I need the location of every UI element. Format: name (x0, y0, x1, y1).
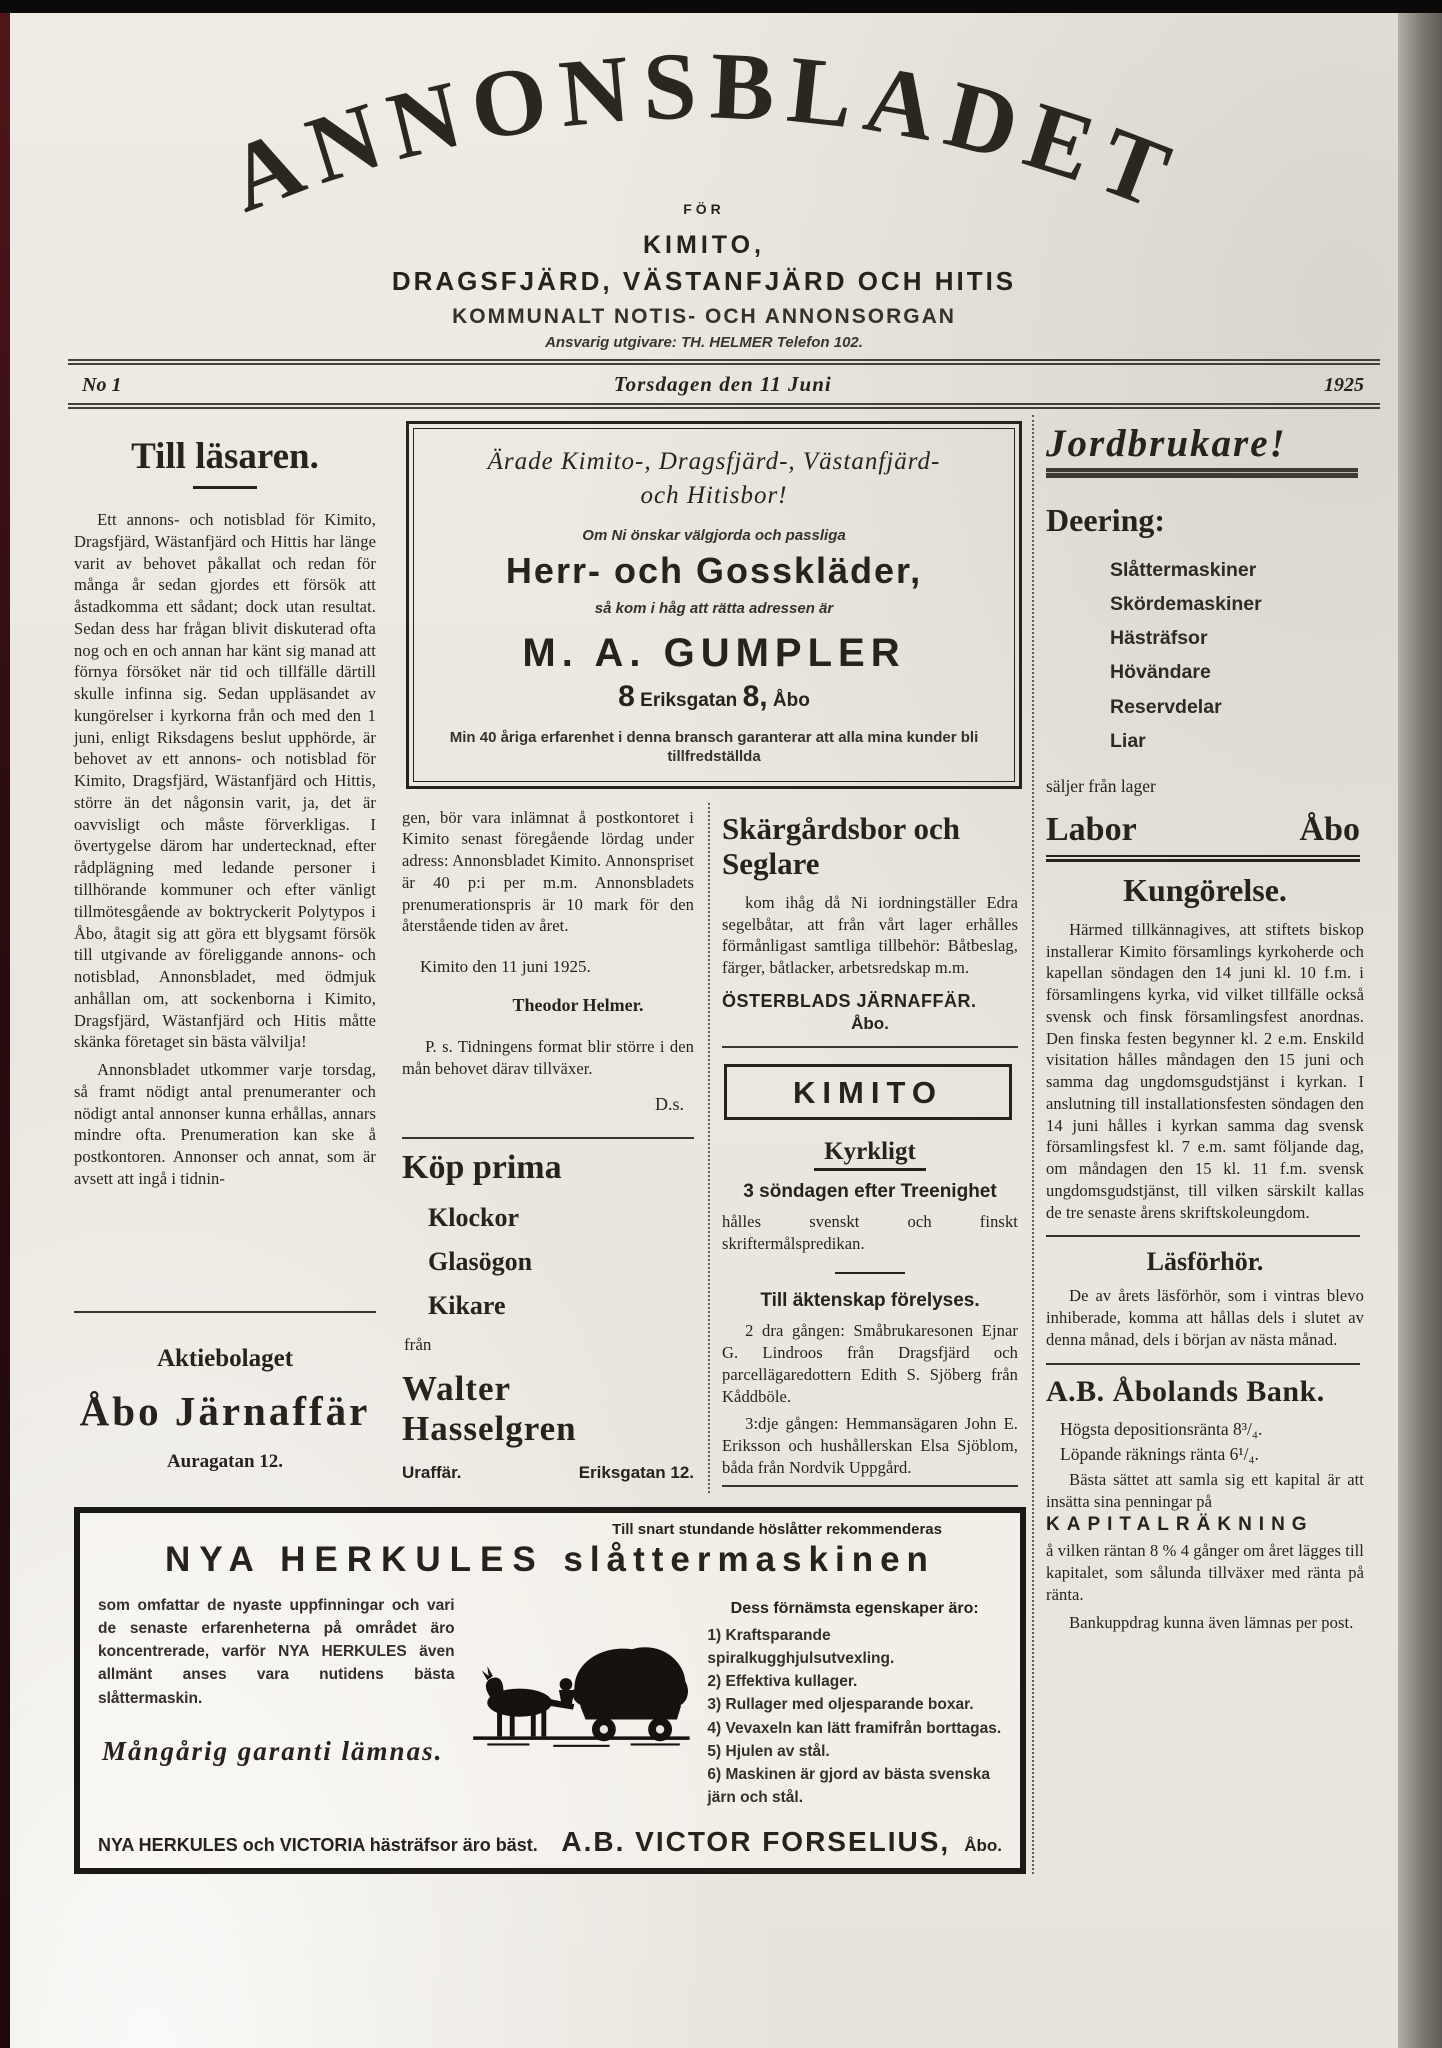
ad-herkules-firm-line (561, 1826, 1002, 1858)
ad-hasselgren-footer (402, 1463, 694, 1483)
ad-gumpler-address-street: Eriksgatan (640, 689, 738, 711)
ad-herkules-feature: 1) Kraftsparande spiralkugghjulsutvexling. (707, 1626, 895, 1667)
ad-gumpler-lead: Om Ni önskar välgjorda och passliga (582, 526, 846, 544)
ad-bank-paragraph: Bankuppdrag kunna även lämnas per post. (1069, 1612, 1354, 1632)
spacer (402, 1127, 694, 1137)
dateline-rule-top (68, 359, 1380, 365)
masthead-for-label: FÖR (683, 201, 725, 217)
ad-herkules (74, 1507, 1026, 1874)
banns-paragraph: 3:dje gången: Hemmansägaren John E. Eriksson och hushållerskan Elsa Sjöblom, båda från Nordvik Uppgård. (722, 1414, 1018, 1477)
ad-gumpler (413, 428, 1015, 782)
issue-date: Torsdagen den 11 Juni (613, 372, 832, 396)
ad-bank-account-type: KAPITALRÄKNING (1046, 1514, 1314, 1536)
editorial-place-date: Kimito den 11 juni 1925. (420, 957, 591, 977)
dateline-rule-bottom (68, 403, 1380, 409)
ad-hasselgren-item: Kikare (428, 1290, 506, 1320)
ad-herkules-title-main: NYA HERKULES (165, 1539, 545, 1579)
ad-herkules-top-line: Till snart stundande höslåtter rekommenderas (612, 1520, 942, 1538)
hay-mower-illustration (469, 1594, 694, 1779)
ad-deering-product: Hövändare (1110, 661, 1211, 684)
article-title-till-lasaren: Till läsaren. (131, 436, 319, 477)
column-rule (1046, 1235, 1360, 1237)
church-notice-title: Kyrkligt (814, 1138, 926, 1171)
banns-title: Till äktenskap förelyses. (760, 1290, 980, 1312)
ad-gumpler-address-city: Åbo (772, 689, 810, 711)
ad-gumpler-address-num1: 8 (618, 679, 635, 713)
ad-herkules-container (74, 1493, 1032, 1874)
ad-abo-jarnaffar (74, 1323, 376, 1487)
ad-herkules-footer (98, 1826, 1002, 1858)
lasforhor-body: De av årets läsförhör, som i vintras blevo inhiberade, komma att hållas dels i slutet av denna månad, dels i början av nästa månad. (1046, 1286, 1364, 1349)
headline-underline (1046, 468, 1358, 478)
ad-deering-brand: Deering: (1046, 502, 1166, 538)
banns-paragraph: 2 dra gången: Småbrukaresonen Ejnar G. Lindroos från Dragsfjärd och parcellägaredottern Edith S. Sjöberg från Kåddböle. (722, 1321, 1018, 1406)
ad-gumpler-container (390, 415, 1032, 803)
ad-gumpler-reminder: så kom i håg att rätta adressen är (594, 599, 834, 617)
column-3 (708, 803, 1032, 1493)
ad-deering-note: säljer från lager (1046, 775, 1156, 796)
ad-herkules-features-title: Dess förnämsta egenskaper äro: (730, 1599, 979, 1617)
labor-underline (1046, 855, 1360, 862)
ad-deering-product: Hästräfsor (1110, 627, 1208, 650)
newspaper-page (10, 13, 1398, 2048)
ad-hasselgren-item: Glasögon (428, 1246, 533, 1276)
photo-edge-left (0, 0, 10, 2048)
ad-deering-product: Slåttermaskiner (1110, 559, 1257, 581)
newspaper-title: ANNONSBLADET (213, 31, 1195, 233)
article-paragraph: Annonsbladet utkommer varje torsdag, så framt nödigt antal prenumeranter och nödigt antal annonser kunna erhållas, annars mindre ofta. Prenumeration kan ske å postkontoren. Annonser och annat, som är avsett att ingå i tidnin- (74, 1060, 376, 1188)
ad-jarnaffar-name: Åbo Järnaffär (79, 1387, 371, 1434)
ad-deering-headline: Jordbrukare! (1046, 422, 1287, 465)
section-header-kimito: KIMITO (724, 1064, 1012, 1120)
masthead-organ-line: KOMMUNALT NOTIS- OCH ANNONSORGAN (452, 305, 956, 328)
ad-hasselgren-title: Köp prima (402, 1148, 562, 1186)
ad-gumpler-product: Herr- och Gosskläder, (505, 549, 923, 591)
ad-deering-product: Skördemaskiner (1110, 593, 1262, 616)
ad-herkules-right-column (707, 1594, 1002, 1810)
ad-deering-product-list (1046, 553, 1364, 758)
ad-bank-paragraph: Bästa sättet att samla sig ett kapital är att insätta sina penningar på (1046, 1469, 1364, 1511)
masthead-region-line2: DRAGSFJÄRD, VÄSTANFJÄRD OCH HITIS (391, 266, 1017, 296)
editorial-signature: Theodor Helmer. (512, 995, 644, 1016)
ad-herkules-features-list (707, 1624, 1002, 1810)
photo-edge-right (1398, 0, 1442, 2048)
ad-jarnaffar-company-type: Aktiebolaget (156, 1344, 294, 1372)
ad-hasselgren-name: Walter Hasselgren (402, 1368, 577, 1448)
ad-bank-rate-2: Löpande räknings ränta 6¹/₄. (1060, 1443, 1259, 1464)
ad-gumpler-salutation-1: Ärade Kimito-, Dragsfjärd-, Västanfjärd- (487, 448, 941, 475)
ad-bank-paragraph: å vilken räntan 8 % 4 gånger om året lägges till kapitalet, som sålunda tillväxer med ränta på ränta. (1046, 1541, 1364, 1604)
section-divider (835, 1272, 905, 1274)
column-4 (1032, 415, 1378, 1874)
column-2 (390, 803, 708, 1493)
column-rule (1046, 1363, 1360, 1365)
church-notice-body: hålles svenskt och finskt skriftermålspredikan. (722, 1211, 1018, 1253)
ad-herkules-feature: 2) Effektiva kullager. (707, 1673, 858, 1691)
announcement-body: Härmed tillkännagives, att stiftets biskop installerar Kimito församlings kyrkoherde och kapellan söndagen den 14 juni kl. 10 f.m. i församlingens kyrka, vid vilket tillfälle också svensk och finsk församlingsfest anordnas. Den finska festen begynner kl. 2 e.m. Enskild visitation hålles måndagen den 15 juni och samma dag ungdomsgudstjänst i kyrkan. I anslutning till installationsfesten söndagen den 14 juni hålles i kyrkan samma dag svensk församlingsfest kl. 7 e.m. samt följande dag, om måndagen den 15 kl. 11 f.m. svensk ungdomsgudstjänst, till vilken särskilt kallas de tre senaste årens skriftskoleungdom. (1046, 919, 1364, 1222)
ad-gumpler-footer: Min 40 åriga erfarenhet i denna bransch garanterar att alla mina kunder bli tillfredställda (449, 728, 979, 765)
ad-gumpler-border (406, 421, 1022, 789)
content-grid (74, 415, 1378, 1874)
ad-osterblad-city: Åbo. (851, 1013, 889, 1033)
ad-labor-name: Labor (1046, 810, 1137, 848)
photo-edge-top (0, 0, 1442, 13)
issue-number: No 1 (82, 374, 122, 396)
ad-gumpler-salutation-2: och Hitisbor! (640, 481, 788, 509)
ad-herkules-firm: A.B. VICTOR FORSELIUS, (561, 1825, 951, 1857)
ad-deering-product: Reservdelar (1110, 695, 1222, 718)
ad-herkules-title-sub: slåttermaskinen (563, 1539, 935, 1579)
editorial-continuation: gen, bör vara inlämnat å postkontoret i Kimito senast föregående lördag under adress: Annonsbladet Kimito. Annonspriset är 40 p:i per m.m. Annonsbladets prenumerationspris är 10 mark för den återstående tiden av året. (402, 807, 694, 936)
ad-osterblad-title (722, 811, 1018, 882)
issue-year: 1925 (1323, 374, 1364, 396)
ad-osterblad-title-line1: Skärgårdsbor och (722, 810, 960, 846)
editorial-postscript: P. s. Tidningens format blir större i den mån behovet därav tillväxer. (402, 1037, 694, 1078)
ad-osterblad-title-line2: Seglare (722, 846, 820, 882)
announcement-title: Kungörelse. (1123, 871, 1287, 908)
ad-herkules-feature: 5) Hjulen av stål. (707, 1742, 830, 1760)
spacer (74, 1196, 376, 1311)
ad-herkules-title (98, 1540, 1002, 1580)
ad-bank-rate-1: Högsta depositionsränta 8³/₄. (1060, 1418, 1263, 1439)
masthead-arch-title (124, 23, 1284, 265)
column-1 (74, 415, 390, 1493)
church-notice (722, 1138, 1018, 1211)
masthead-publisher-line: Ansvarig utgivare: TH. HELMER Telefon 102. (545, 334, 863, 351)
ad-herkules-feature: 4) Vevaxeln kan lätt framifrån borttagas. (707, 1719, 1002, 1737)
ad-herkules-feature: 6) Maskinen är gjord av bästa svenska järn och stål. (707, 1766, 990, 1807)
ad-hasselgren-shop-type: Uraffär. (402, 1462, 462, 1482)
article-paragraph: Ett annons- och notisblad för Kimito, Dragsfjärd, Wästanfjärd och Hittis har länge varit av behovet påkallat och redan för många år sedan gjordes ett försök att åstadkomma ett sådant; dock utan resultat. Sedan dess har frågan blivit diskuterad ofta nog och en och annan har känt sig manad att förnya försöket när tid och tillfälle därtill skulle infinna sig. Sedan uppläsandet av kungörelser i kyrkorna från och med den 1 juni, enligt Riksdagens beslut upphörde, är behovet av ett annons- och notisblad för Kimito, Dragsfjärd, Wästanfjärd och Hittis, större än det någonsin varit, ja, det är oavvisligt och måste förverkligas. I övertygelse därom har undertecknad, efter rådplägning med ledande personer i tillhörande kommuner och efter vänligt tillmötesgående av boktryckerit Polytypos i Åbo, åtagit sig att göra ett blygsamt försök till utgivande av föreliggande annons- och notisblad, Annonsbladet, med ödmjuk anhållan om, att sockenborna i Kimito, Dragsfjärd, Wästanfjärd och Hitis måtte skänka företaget sin bästa välvilja! (74, 510, 376, 1052)
ad-osterblad-firm: ÖSTERBLADS JÄRNAFFÄR. (722, 990, 977, 1011)
ad-labor-city: Åbo (1299, 810, 1360, 848)
ad-herkules-left-body: som omfattar de nyaste uppfinningar och vari de senaste erfarenheterna på området äro koncentrerade, varför NYA HERKULES även allmänt anses vara nutidens bästa slåttermaskin. (98, 1596, 455, 1707)
column-rule (722, 1485, 1018, 1487)
ad-hasselgren-item: Klockor (428, 1202, 519, 1232)
ad-herkules-footer-left: NYA HERKULES och VICTORIA hästräfsor äro bäst. (98, 1834, 538, 1855)
masthead-region-line1: KIMITO, (643, 231, 765, 259)
ad-hasselgren-fran: från (404, 1334, 432, 1354)
editorial-ds: D.s. (654, 1093, 684, 1114)
ad-bank-title: A.B. Åbolands Bank. (1046, 1374, 1325, 1408)
ad-osterblad-body: kom ihåg då Ni iordningställer Edra segelbåtar, att från vårt lager erhålles förmånligast samtliga tillbehör: Båtbeslag, färger, båtlacker, arbetsredskap m.m. (722, 892, 1018, 978)
lasforhor-title: Läsförhör. (1146, 1247, 1264, 1277)
ad-gumpler-address-num2: 8, (742, 679, 768, 713)
ad-herkules-left-column (98, 1594, 455, 1810)
ad-hasselgren-street: Eriksgatan 12. (578, 1462, 694, 1482)
dateline (74, 365, 1372, 403)
ad-deering-product: Liar (1110, 729, 1146, 752)
ad-herkules-guarantee: Mångårig garanti lämnas. (102, 1735, 444, 1766)
ad-gumpler-address (432, 680, 996, 714)
ad-labor (1046, 811, 1360, 849)
ad-herkules-feature: 3) Rullager med oljesparande boxar. (707, 1696, 974, 1714)
ad-herkules-middle (98, 1594, 1002, 1810)
ad-hasselgren (402, 1139, 694, 1487)
church-notice-subtitle: 3 söndagen efter Treenighet (743, 1180, 997, 1202)
column-rule (74, 1311, 376, 1313)
ad-gumpler-name: M. A. GUMPLER (522, 630, 906, 675)
ad-jarnaffar-address: Auragatan 12. (166, 1450, 284, 1472)
masthead (10, 13, 1398, 351)
column-rule (722, 1046, 1018, 1048)
ad-herkules-firm-city: Åbo. (964, 1835, 1002, 1855)
title-divider (193, 486, 257, 489)
